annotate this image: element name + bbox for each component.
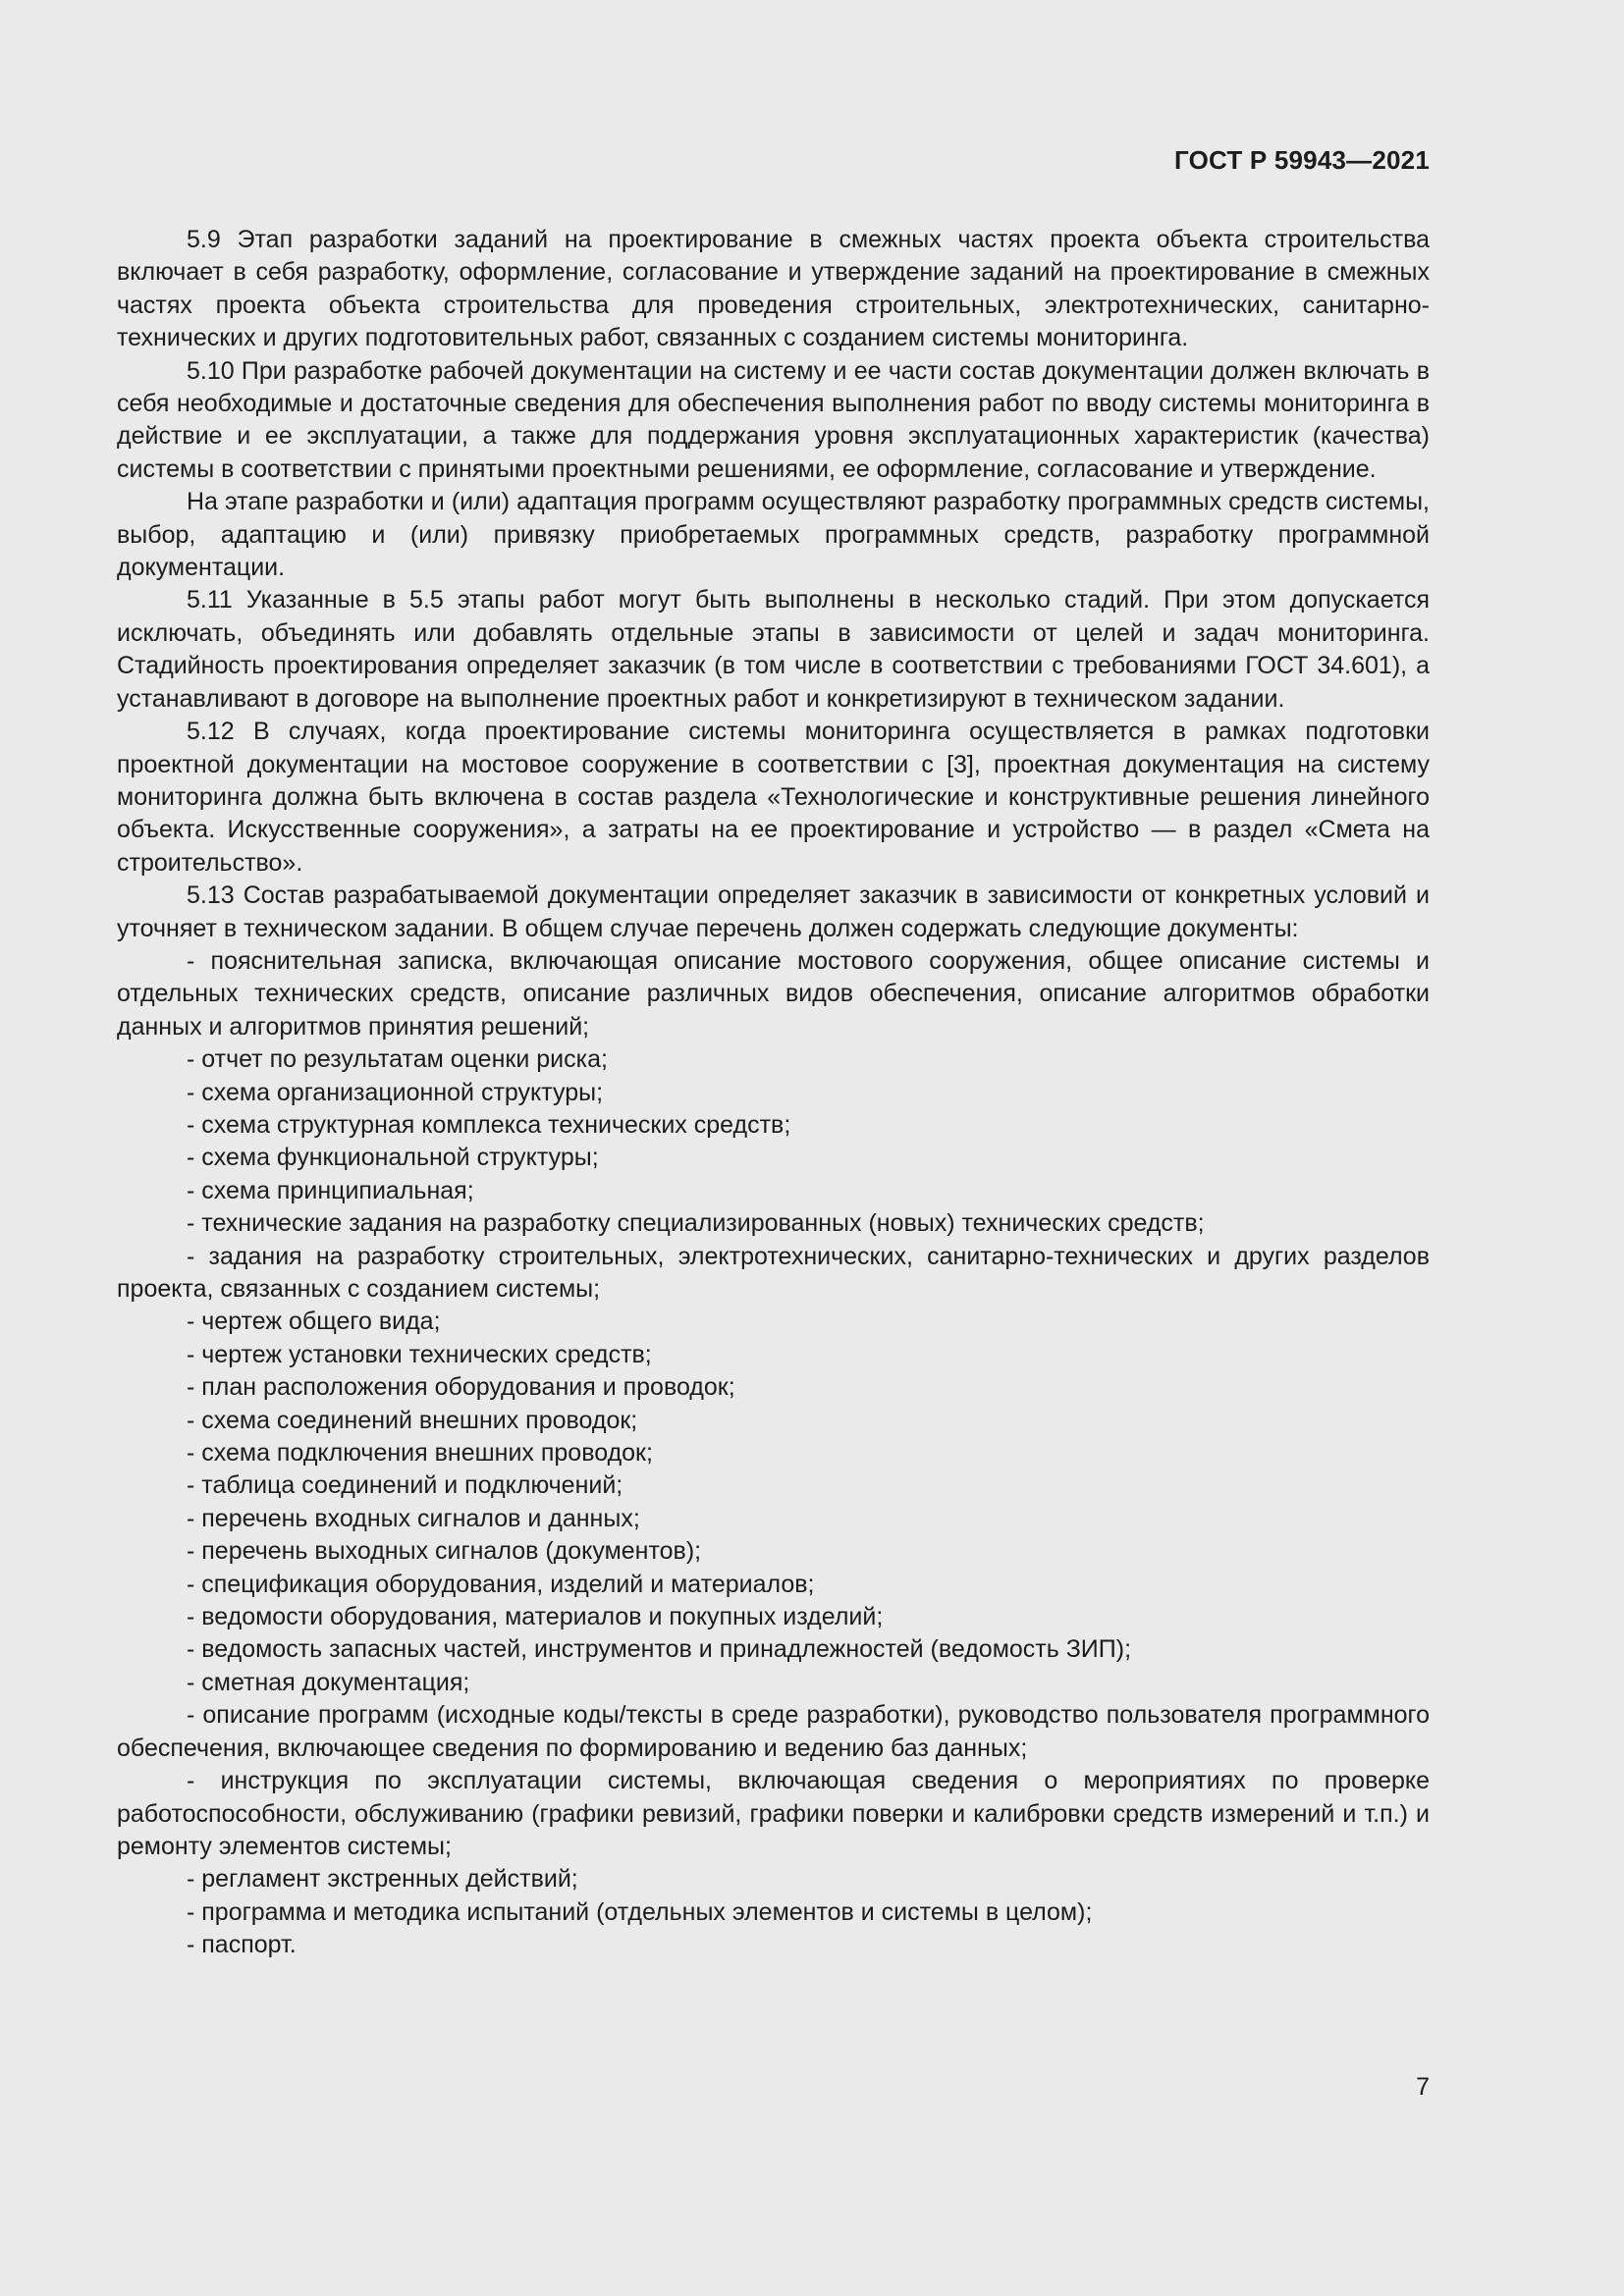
documents-list: [117, 945, 1430, 1962]
document-code-header: ГОСТ Р 59943—2021: [1174, 145, 1430, 175]
paragraph-5-12: 5.12 В случаях, когда проектирование системы мониторинга осуществляется в рамках подготовки проектной документации на мостовое сооружение в соответствии с [3], проектная документация на систему мониторинга должна быть включена в состав раздела «Технологические и конструктивные решения линейного объекта. Искусственные сооружения», а затраты на ее проектирование и устройство — в раздел «Смета на строительство».: [117, 718, 1430, 877]
list-item: - чертеж общего вида;: [187, 1308, 441, 1336]
document-body: [117, 224, 1430, 1962]
list-item: - перечень входных сигналов и данных;: [187, 1504, 640, 1532]
list-item: - технические задания на разработку специализированных (новых) технических средств;: [187, 1209, 1205, 1238]
paragraph-5-10: 5.10 При разработке рабочей документации на систему и ее части состав документации должен включать в себя необходимые и достаточные сведения для обеспечения выполнения работ по вводу системы мониторинга в действие и ее эксплуатации, а также для поддержания уровня эксплуатационных характеристик (качества) системы в соответствии с принятыми проектными решениями, ее оформление, согласование и утверждение.: [117, 356, 1430, 483]
list-item: - схема структурная комплекса технических средств;: [187, 1110, 791, 1139]
paragraph-software-stage: На этапе разработки и (или) адаптация программ осуществляют разработку программных средств системы, выбор, адаптацию и (или) привязку приобретаемых программных средств, разработку программной документации.: [117, 488, 1430, 582]
list-item: - ведомости оборудования, материалов и покупных изделий;: [187, 1603, 884, 1631]
list-item: - задания на разработку строительных, электротехнических, санитарно-технических и других разделов проекта, связанных с созданием системы;: [117, 1242, 1430, 1303]
list-item: - схема организационной структуры;: [187, 1078, 604, 1106]
list-item: - регламент экстренных действий;: [187, 1865, 578, 1894]
paragraph-5-9: 5.9 Этап разработки заданий на проектирование в смежных частях проекта объекта строительства включает в себя разработку, оформление, согласование и утверждение заданий на проектирование в смежных частях проекта объекта строительства для проведения строительных, электротехнических, санитарно-технических и других подготовительных работ, связанных с созданием системы мониторинга.: [117, 226, 1430, 352]
list-item: - чертеж установки технических средств;: [187, 1340, 652, 1368]
list-item: - паспорт.: [187, 1931, 297, 1959]
list-item: - программа и методика испытаний (отдельных элементов и системы в целом);: [187, 1897, 1093, 1926]
list-item: - описание программ (исходные коды/тексты в среде разработки), руководство пользователя программного обеспечения, включающее сведения по формированию и ведению баз данных;: [117, 1701, 1430, 1762]
page-number: 7: [1416, 2073, 1430, 2101]
paragraph-5-13: 5.13 Состав разрабатываемой документации определяет заказчик в зависимости от конкретных условий и уточняет в техническом задании. В общем случае перечень должен содержать следующие документы:: [117, 881, 1430, 942]
list-item: - схема принципиальная;: [187, 1176, 474, 1204]
list-item: - спецификация оборудования, изделий и материалов;: [187, 1570, 815, 1598]
list-item: - схема соединений внешних проводок;: [187, 1406, 638, 1434]
list-item: - пояснительная записка, включающая описание мостового сооружения, общее описание системы и отдельных технических средств, описание различных видов обеспечения, описание алгоритмов обработки данных и алгоритмов принятия решений;: [117, 946, 1430, 1041]
list-item: - план расположения оборудования и проводок;: [187, 1373, 735, 1402]
list-item: - схема подключения внешних проводок;: [187, 1439, 653, 1468]
list-item: - сметная документация;: [187, 1668, 470, 1696]
list-item: - отчет по результатам оценки риска;: [187, 1045, 608, 1074]
paragraph-5-11: 5.11 Указанные в 5.5 этапы работ могут быть выполнены в несколько стадий. При этом допускается исключать, объединять или добавлять отдельные этапы в зависимости от целей и задач мониторинга. Стадийность проектирования определяет заказчик (в том числе в соответствии с требованиями ГОСТ 34.601), а устанавливают в договоре на выполнение проектных работ и конкретизируют в техническом задании.: [117, 586, 1430, 713]
list-item: - ведомость запасных частей, инструментов и принадлежностей (ведомость ЗИП);: [187, 1635, 1132, 1664]
list-item: - таблица соединений и подключений;: [187, 1471, 623, 1500]
list-item: - схема функциональной структуры;: [187, 1144, 599, 1172]
list-item: - перечень выходных сигналов (документов);: [187, 1537, 702, 1566]
list-item: - инструкция по эксплуатации системы, включающая сведения о мероприятиях по проверке работоспособности, обслуживанию (графики ревизий, графики поверки и калибровки средств измерений и т.п.) и ремонту элементов системы;: [117, 1767, 1430, 1860]
